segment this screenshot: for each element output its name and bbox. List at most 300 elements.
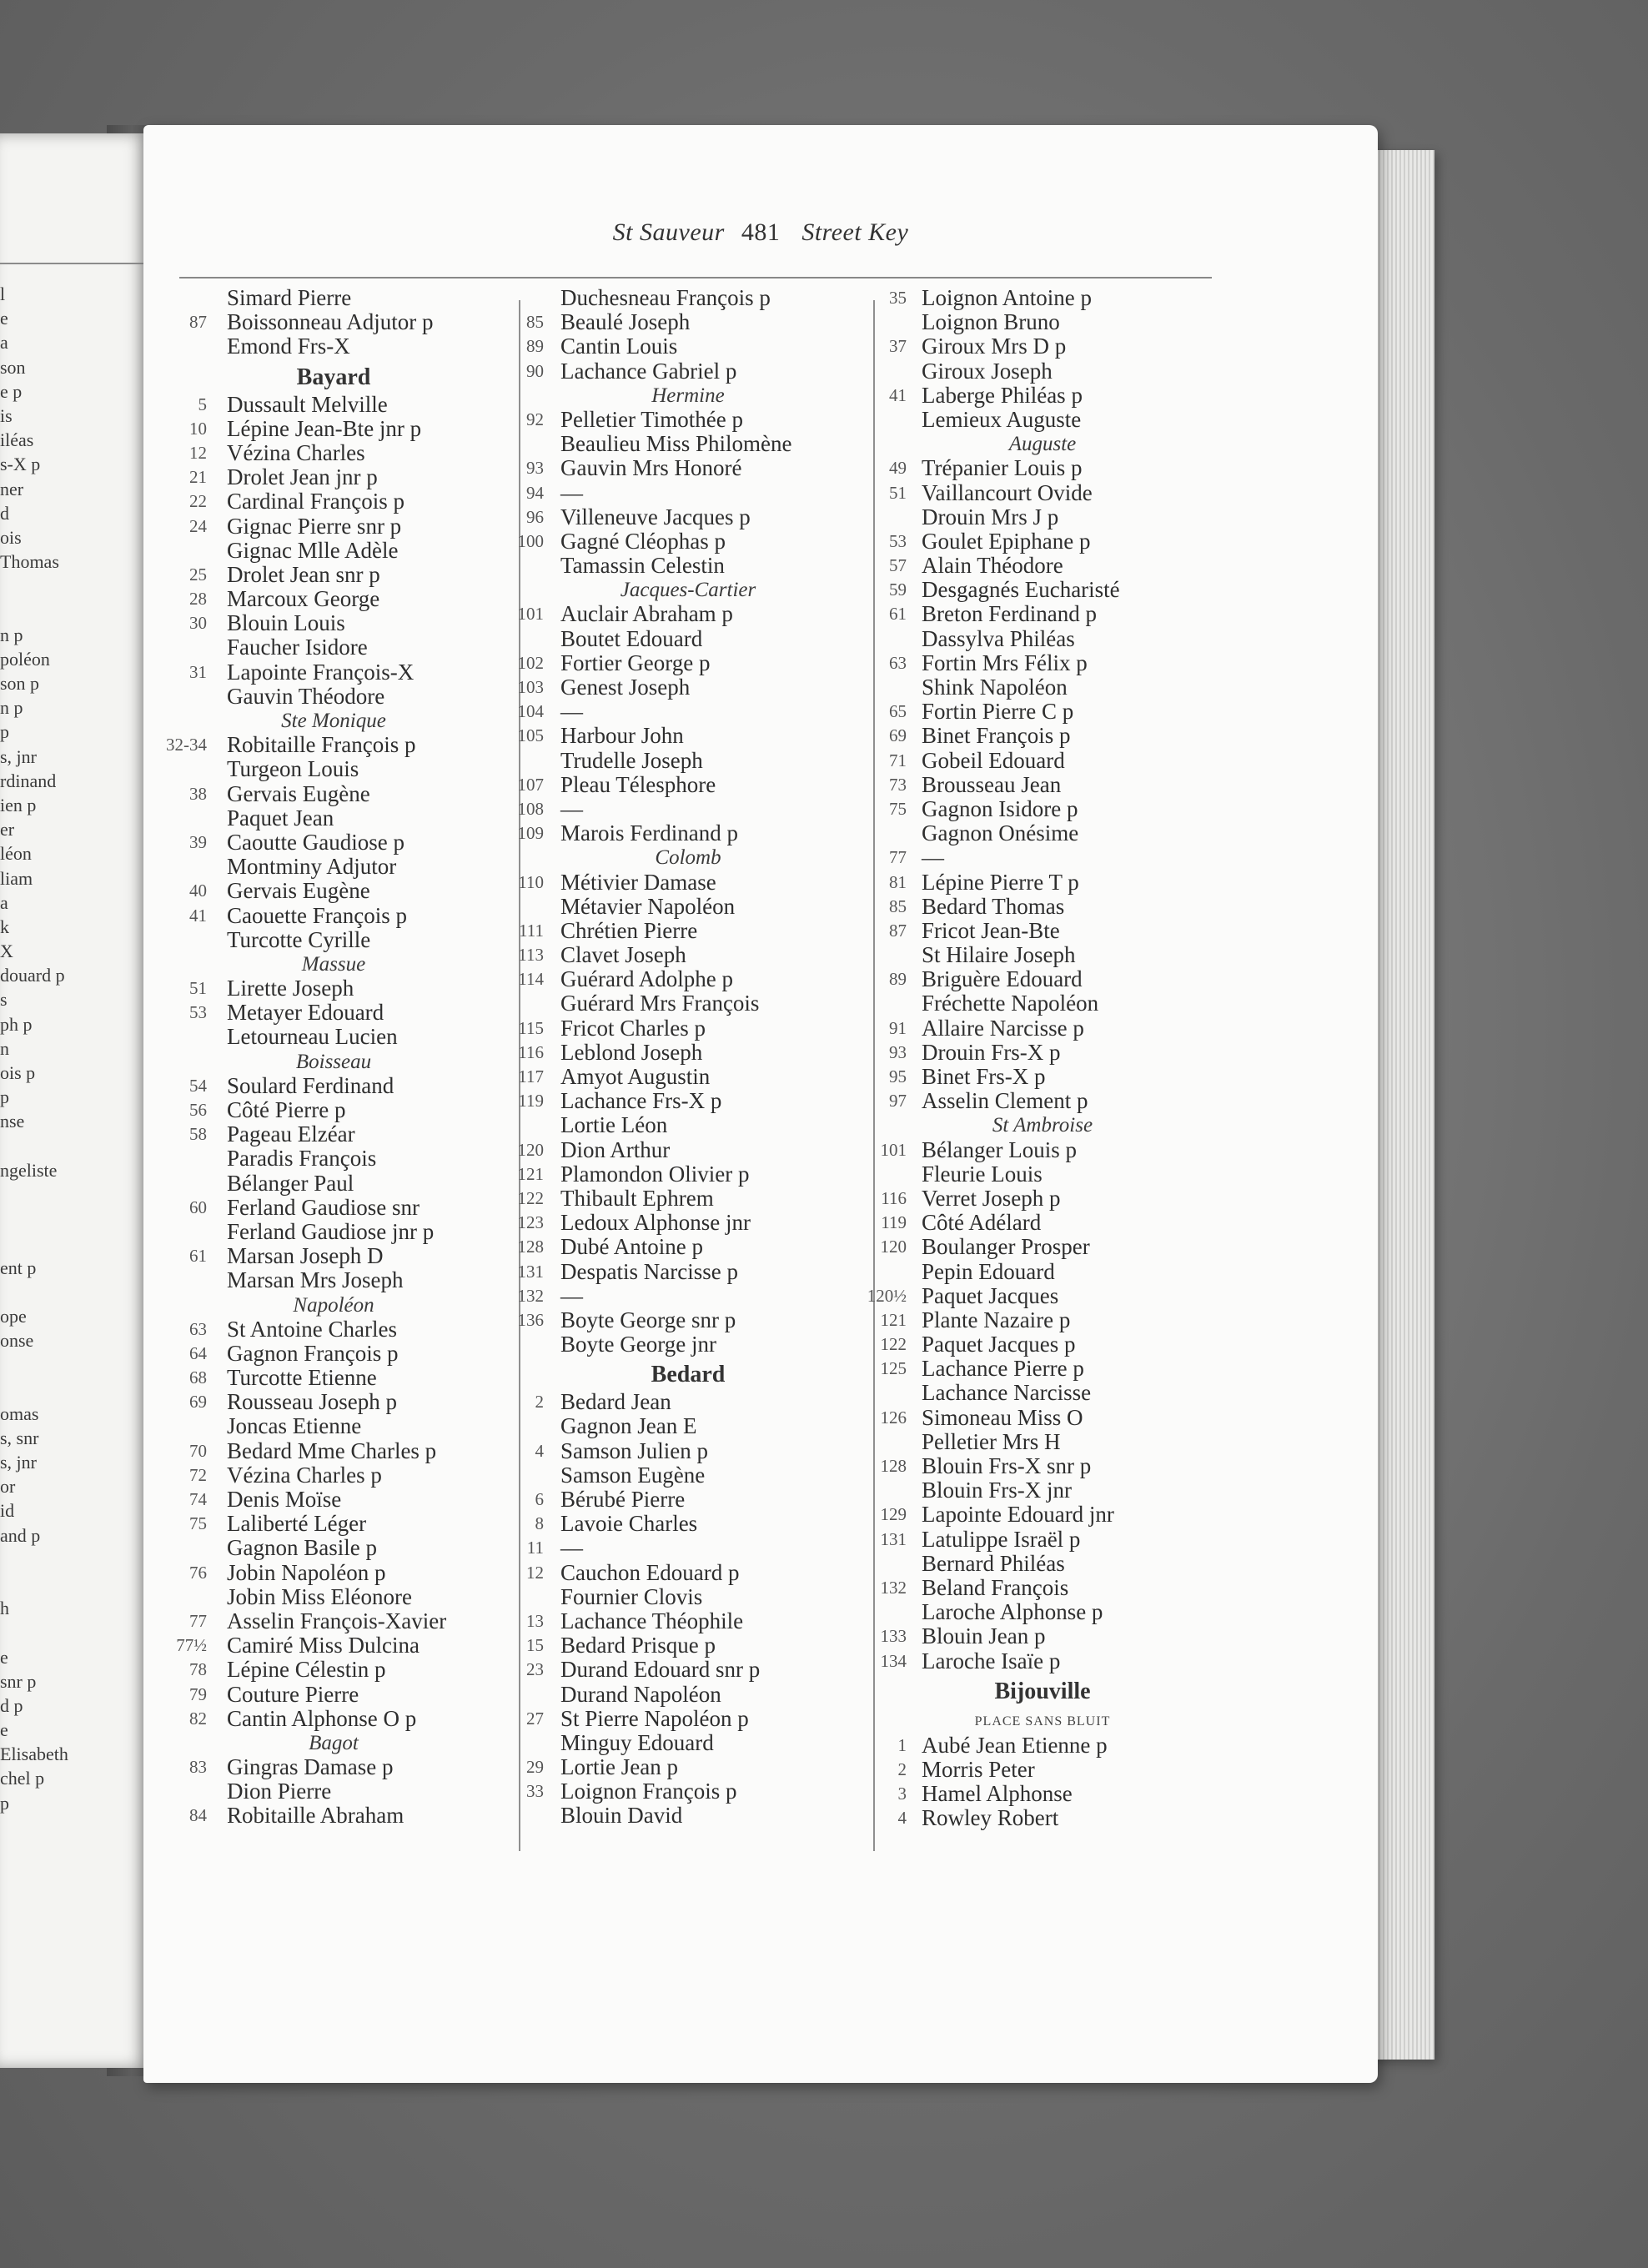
resident-name: Rousseau Joseph p — [227, 1389, 397, 1415]
resident-name: Bedard Mme Charles p — [227, 1438, 437, 1463]
left-page-fragment-line: s, snr — [0, 1427, 39, 1448]
resident-name: Beland François — [922, 1574, 1069, 1600]
cross-street-label: Ste Monique — [281, 710, 386, 732]
directory-entry — [500, 1211, 876, 1235]
resident-name: Fleurie Louis — [922, 1161, 1043, 1187]
left-page-fragment-line: or — [0, 1476, 16, 1498]
resident-name: Gagné Cléophas p — [560, 528, 726, 554]
house-number: 1 — [897, 1734, 907, 1755]
resident-name: Laliberté Léger — [227, 1511, 367, 1537]
house-number: 131 — [517, 1261, 544, 1282]
directory-entry — [863, 602, 1222, 626]
resident-name: Lapointe François-X — [227, 659, 415, 685]
directory-entry — [158, 904, 509, 928]
resident-name: Robitaille François p — [227, 732, 416, 758]
directory-entry — [158, 1317, 509, 1342]
house-number: 70 — [189, 1440, 207, 1461]
house-number: 31 — [189, 661, 207, 682]
house-number: 60 — [189, 1197, 207, 1217]
house-number: 37 — [889, 336, 907, 357]
house-number: 109 — [517, 823, 544, 844]
resident-name: Dion Pierre — [227, 1779, 332, 1804]
directory-entry — [158, 1220, 509, 1244]
resident-name: Métivier Damase — [560, 869, 716, 895]
house-number: 22 — [189, 491, 207, 512]
house-number: 40 — [189, 881, 207, 901]
resident-name: Aubé Jean Etienne p — [922, 1732, 1108, 1758]
directory-entry — [863, 1552, 1222, 1576]
resident-name: Beaulé Joseph — [560, 309, 691, 335]
directory-entry — [500, 1414, 876, 1438]
directory-entry — [158, 1755, 509, 1779]
directory-entry — [500, 1488, 876, 1512]
house-number: 76 — [189, 1562, 207, 1583]
directory-entry — [158, 441, 509, 465]
house-number: 6 — [535, 1489, 544, 1509]
directory-entry — [500, 1308, 876, 1332]
house-number: 125 — [880, 1358, 907, 1379]
resident-name: Binet François p — [922, 723, 1071, 749]
directory-entry — [863, 1600, 1222, 1624]
resident-name: Blouin Frs-X jnr — [922, 1478, 1073, 1503]
house-number: 120 — [517, 1139, 544, 1160]
house-number: 87 — [889, 920, 907, 941]
directory-entry — [500, 895, 876, 919]
resident-name: Boulanger Prosper — [922, 1234, 1090, 1260]
resident-name: Turgeon Louis — [227, 756, 359, 782]
directory-entry — [500, 700, 876, 724]
house-number: 61 — [889, 604, 907, 625]
directory-entry — [158, 417, 509, 441]
directory-entry — [500, 724, 876, 748]
house-number: 116 — [881, 1187, 907, 1208]
directory-entry — [500, 1585, 876, 1609]
resident-name: Minguy Edouard — [560, 1729, 714, 1755]
house-number: 87 — [189, 312, 207, 333]
directory-entry — [158, 685, 509, 709]
house-number: 61 — [189, 1246, 207, 1267]
cross-street-label: Colomb — [655, 846, 721, 870]
left-page-fragment-line: n p — [0, 697, 23, 719]
resident-name: Dubé Antoine p — [560, 1234, 703, 1260]
resident-name: St Antoine Charles — [227, 1316, 397, 1342]
left-page-fragment-line: son — [0, 356, 26, 378]
directory-entry — [500, 991, 876, 1016]
directory-entry — [500, 821, 876, 845]
directory-entry — [158, 1122, 509, 1147]
left-page-fragment-line — [0, 574, 148, 598]
directory-entry — [863, 967, 1222, 991]
resident-name: Lachance Pierre p — [922, 1356, 1084, 1382]
cross-street-label: Bagot — [309, 1731, 359, 1754]
resident-name: Laroche Alphonse p — [922, 1599, 1103, 1625]
house-number: 114 — [518, 969, 544, 990]
directory-entry — [863, 1649, 1222, 1673]
house-number: 69 — [189, 1392, 207, 1412]
resident-name: Bedard Jean — [560, 1389, 671, 1415]
directory-entry — [863, 1284, 1222, 1308]
cross-street-label: Auguste — [1008, 433, 1077, 456]
directory-entry — [500, 529, 876, 554]
resident-name: Métavier Napoléon — [560, 893, 736, 919]
house-number: 21 — [189, 467, 207, 488]
left-page-fragment — [0, 133, 148, 2068]
directory-entry — [158, 1074, 509, 1098]
directory-entry — [158, 1779, 509, 1804]
directory-entry — [500, 1332, 876, 1357]
directory-entry — [158, 757, 509, 781]
house-number: 15 — [526, 1635, 544, 1656]
house-number: 13 — [526, 1610, 544, 1631]
resident-name: Genest Joseph — [560, 675, 691, 700]
resident-name: Cantin Alphonse O p — [227, 1705, 417, 1731]
directory-entry — [158, 587, 509, 611]
resident-name: Blouin David — [560, 1803, 683, 1829]
resident-name: Gagnon Isidore p — [922, 795, 1078, 821]
resident-name: Boutet Edouard — [560, 625, 703, 651]
directory-entry — [863, 1016, 1222, 1041]
resident-name: Simard Pierre — [227, 285, 352, 310]
house-number: 101 — [517, 604, 544, 625]
resident-name: Tamassin Celestin — [560, 553, 725, 579]
left-page-fragment-line: son p — [0, 673, 40, 694]
house-number: 121 — [880, 1309, 907, 1330]
house-number: 89 — [889, 969, 907, 990]
directory-entry — [863, 895, 1222, 919]
house-number: 111 — [519, 920, 544, 941]
house-number: 123 — [517, 1212, 544, 1233]
directory-entry — [863, 1041, 1222, 1065]
resident-name: Fournier Clovis — [560, 1583, 703, 1609]
resident-name: Gagnon Basile p — [227, 1535, 377, 1561]
resident-name: Lépine Jean-Bte jnr p — [227, 415, 422, 441]
house-number: 128 — [880, 1456, 907, 1476]
house-number: 132 — [880, 1577, 907, 1598]
directory-entry — [158, 1414, 509, 1438]
resident-name: Lemieux Auguste — [922, 406, 1082, 432]
resident-name: Couture Pierre — [227, 1681, 359, 1707]
house-number: 3 — [897, 1784, 907, 1804]
house-number: 89 — [526, 336, 544, 357]
directory-entry — [500, 1162, 876, 1187]
directory-entry — [158, 539, 509, 563]
house-number: 24 — [189, 515, 207, 536]
resident-name: Simoneau Miss O — [922, 1404, 1083, 1430]
directory-entry — [863, 675, 1222, 700]
left-page-fragment-line: ner — [0, 478, 24, 499]
directory-entry — [863, 1454, 1222, 1478]
house-number: 119 — [881, 1212, 907, 1233]
directory-entry — [500, 1113, 876, 1137]
directory-entry — [500, 310, 876, 334]
cross-street-label: Boisseau — [295, 1050, 372, 1073]
directory-entry — [863, 845, 1222, 870]
directory-entry — [500, 1041, 876, 1065]
left-page-fragment-line — [0, 1377, 148, 1401]
header-rule — [179, 277, 1212, 278]
directory-entry — [158, 976, 509, 1001]
directory-entry — [500, 1089, 876, 1113]
resident-name: Vaillancourt Ovide — [922, 479, 1093, 505]
resident-name: Drouin Mrs J p — [922, 504, 1059, 529]
directory-entry — [500, 432, 876, 456]
directory-entry — [863, 1406, 1222, 1430]
resident-name: Lachance Gabriel p — [560, 358, 737, 384]
resident-name: Montminy Adjutor — [227, 854, 397, 880]
directory-entry — [500, 651, 876, 675]
resident-name: Blouin Jean p — [922, 1623, 1046, 1649]
cross-street-label: Massue — [301, 952, 366, 976]
resident-name: Harbour John — [560, 723, 684, 749]
directory-entry — [158, 1366, 509, 1390]
house-number: 136 — [517, 1309, 544, 1330]
house-number: 92 — [526, 409, 544, 429]
resident-name: Côté Adélard — [922, 1210, 1042, 1236]
left-page-fragment-line — [0, 1352, 148, 1377]
left-page-fragment-line: s-X p — [0, 454, 41, 475]
resident-name: Caouette François p — [227, 902, 407, 928]
cross-street-label: Napoléon — [293, 1293, 374, 1317]
left-page-fragment-line: h — [0, 1598, 9, 1619]
street-heading: Bayard — [296, 364, 371, 390]
directory-entry — [158, 611, 509, 635]
resident-name: Boyte George jnr — [560, 1332, 716, 1357]
house-number: 90 — [526, 360, 544, 381]
resident-name: Gervais Eugène — [227, 878, 370, 904]
directory-entry — [158, 1172, 509, 1196]
directory-entry — [500, 1779, 876, 1804]
house-number: 74 — [189, 1489, 207, 1509]
resident-name: Latulippe Israël p — [922, 1526, 1081, 1552]
house-number: 131 — [880, 1528, 907, 1549]
directory-entry — [863, 1235, 1222, 1259]
house-number: 113 — [518, 945, 544, 966]
resident-name: Verret Joseph p — [922, 1185, 1061, 1211]
resident-name: Drouin Frs-X p — [922, 1039, 1061, 1065]
resident-name: Gauvin Mrs Honoré — [560, 455, 742, 481]
left-page-fragment-line: ien p — [0, 794, 37, 815]
directory-entry — [863, 1782, 1222, 1806]
house-number: 119 — [518, 1091, 544, 1111]
directory-entry — [500, 1707, 876, 1731]
house-number: 110 — [518, 871, 544, 892]
left-page-fragment-line: ois — [0, 526, 22, 548]
directory-entry — [500, 1536, 876, 1560]
left-page-fragment-line: ngeliste — [0, 1159, 58, 1181]
resident-name: Lachance Narcisse — [922, 1380, 1092, 1406]
house-number: 51 — [889, 482, 907, 503]
house-number: 72 — [189, 1464, 207, 1485]
directory-entry — [500, 456, 876, 480]
resident-name: Giroux Mrs D p — [922, 334, 1067, 359]
house-number: 129 — [880, 1504, 907, 1525]
directory-entry — [500, 334, 876, 359]
house-number: 126 — [880, 1407, 907, 1428]
directory-entry — [863, 821, 1222, 845]
directory-entry — [863, 1332, 1222, 1357]
resident-name: Fortin Pierre C p — [922, 699, 1074, 725]
house-number: 105 — [517, 725, 544, 746]
directory-entry — [863, 334, 1222, 359]
house-number: 96 — [526, 506, 544, 527]
left-page-fragment-line — [0, 1280, 148, 1304]
house-number: 30 — [189, 613, 207, 634]
directory-entry — [500, 554, 876, 578]
house-number: 59 — [889, 580, 907, 600]
resident-name: Loignon Antoine p — [922, 285, 1092, 310]
left-page-fragment-line: e — [0, 1719, 8, 1741]
left-page-fragment-line: ope — [0, 1305, 27, 1327]
resident-name: St Hilaire Joseph — [922, 942, 1076, 968]
directory-entry — [863, 1430, 1222, 1454]
left-page-fragment-line: and p — [0, 1524, 41, 1546]
cross-street-label: Hermine — [651, 384, 725, 407]
house-number: 104 — [517, 701, 544, 722]
resident-name: — — [560, 699, 583, 725]
street-heading: Bijouville — [994, 1678, 1091, 1704]
resident-name: Drolet Jean snr p — [227, 561, 380, 587]
directory-entry — [863, 1260, 1222, 1284]
directory-entry — [863, 627, 1222, 651]
left-page-fragment-line: iléas — [0, 429, 34, 451]
resident-name: Fricot Jean-Bte — [922, 917, 1060, 943]
house-number: 120½ — [867, 1285, 907, 1306]
left-page-text — [0, 282, 148, 1815]
house-number: 58 — [189, 1124, 207, 1145]
directory-entry — [158, 514, 509, 539]
resident-name: Breton Ferdinand p — [922, 601, 1097, 627]
cross-street-label: St Ambroise — [992, 1114, 1093, 1137]
house-number: 97 — [889, 1091, 907, 1111]
house-number: 132 — [517, 1285, 544, 1306]
directory-entry — [158, 1585, 509, 1609]
resident-name: Villeneuve Jacques p — [560, 504, 751, 529]
directory-entry — [500, 286, 876, 310]
house-number: 95 — [889, 1066, 907, 1086]
resident-name: Letourneau Lucien — [227, 1024, 398, 1050]
resident-name: Paquet Jacques — [922, 1282, 1059, 1308]
directory-entry — [863, 1187, 1222, 1211]
resident-name: Gobeil Edouard — [922, 747, 1065, 773]
directory-entry — [500, 1561, 876, 1585]
directory-entry — [863, 1503, 1222, 1527]
resident-name: Trudelle Joseph — [560, 747, 703, 773]
resident-name: Gagnon François p — [227, 1340, 399, 1366]
directory-entry — [500, 1016, 876, 1041]
directory-entry — [863, 310, 1222, 334]
resident-name: Metayer Edouard — [227, 1000, 384, 1026]
resident-name: Amyot Augustin — [560, 1064, 711, 1089]
resident-name: Ledoux Alphonse jnr — [560, 1210, 751, 1236]
resident-name: Paquet Jean — [227, 805, 334, 830]
left-page-fragment-line: léon — [0, 843, 32, 865]
house-number: 4 — [535, 1440, 544, 1461]
directory-entry — [863, 384, 1222, 408]
left-page-fragment-line: a — [0, 891, 8, 913]
house-number: 107 — [517, 774, 544, 795]
house-number: 5 — [198, 394, 207, 414]
left-page-fragment-line: chel p — [0, 1768, 45, 1789]
directory-entry — [500, 1284, 876, 1308]
directory-entry — [500, 1609, 876, 1633]
house-number: 115 — [518, 1017, 544, 1038]
resident-name: Shink Napoléon — [922, 675, 1068, 700]
resident-name: Bedard Thomas — [922, 893, 1065, 919]
resident-name: Beaulieu Miss Philomène — [560, 431, 792, 457]
resident-name: Giroux Joseph — [922, 358, 1053, 384]
resident-name: Marcoux George — [227, 586, 380, 612]
house-number: 41 — [889, 384, 907, 405]
resident-name: Gagnon Onésime — [922, 820, 1079, 846]
left-page-fragment-line: rdinand — [0, 770, 57, 791]
directory-entry — [158, 782, 509, 806]
left-page-fragment-line: a — [0, 332, 8, 354]
resident-name: Emond Frs-X — [227, 334, 350, 359]
resident-name: Blouin Louis — [227, 610, 345, 636]
directory-entry — [158, 1244, 509, 1268]
directory-entry — [158, 1196, 509, 1220]
directory-entry — [863, 286, 1222, 310]
directory-entry — [500, 943, 876, 967]
house-number: 77½ — [176, 1635, 207, 1656]
directory-entry — [158, 1463, 509, 1488]
resident-name: — — [560, 795, 583, 821]
resident-name: Hamel Alphonse — [922, 1781, 1073, 1807]
left-page-fragment-line: p — [0, 1086, 9, 1108]
directory-entry — [158, 830, 509, 855]
house-number: 77 — [889, 847, 907, 868]
house-number: 102 — [517, 652, 544, 673]
left-page-fragment-line: Elisabeth — [0, 1744, 68, 1765]
street-column-1 — [158, 286, 509, 1829]
resident-name: Bedard Prisque p — [560, 1633, 716, 1658]
house-number: 63 — [189, 1318, 207, 1339]
house-number: 116 — [518, 1041, 544, 1062]
directory-entry — [863, 651, 1222, 675]
resident-name: Vézina Charles p — [227, 1462, 382, 1488]
directory-entry — [158, 1342, 509, 1366]
resident-name: Gingras Damase p — [227, 1754, 394, 1780]
resident-name: Lépine Pierre T p — [922, 869, 1079, 895]
resident-name: Cauchon Edouard p — [560, 1559, 740, 1585]
resident-name: Turcotte Cyrille — [227, 926, 371, 952]
directory-entry — [863, 1576, 1222, 1600]
directory-entry — [500, 919, 876, 943]
house-number: 75 — [889, 798, 907, 819]
cross-street-label: Jacques-Cartier — [620, 579, 756, 602]
resident-name: Durand Napoléon — [560, 1681, 721, 1707]
resident-name: Lavoie Charles — [560, 1511, 698, 1537]
house-number: 12 — [189, 442, 207, 463]
house-number: 38 — [189, 783, 207, 804]
directory-entry — [158, 563, 509, 587]
directory-entry — [500, 1731, 876, 1755]
left-page-fragment-line: k — [0, 916, 9, 937]
resident-name: Samson Julien p — [560, 1438, 709, 1463]
directory-entry — [863, 1138, 1222, 1162]
left-page-fragment-line: d p — [0, 1694, 23, 1716]
house-number: 94 — [526, 482, 544, 503]
house-number: 108 — [517, 798, 544, 819]
left-page-fragment-line: douard p — [0, 965, 65, 986]
directory-entry — [158, 489, 509, 514]
resident-name: Duchesneau François p — [560, 285, 771, 310]
house-number: 69 — [889, 725, 907, 746]
resident-name: Goulet Epiphane p — [922, 528, 1091, 554]
house-number: 101 — [880, 1139, 907, 1160]
directory-entry — [863, 1357, 1222, 1381]
resident-name: Turcotte Etienne — [227, 1365, 377, 1391]
